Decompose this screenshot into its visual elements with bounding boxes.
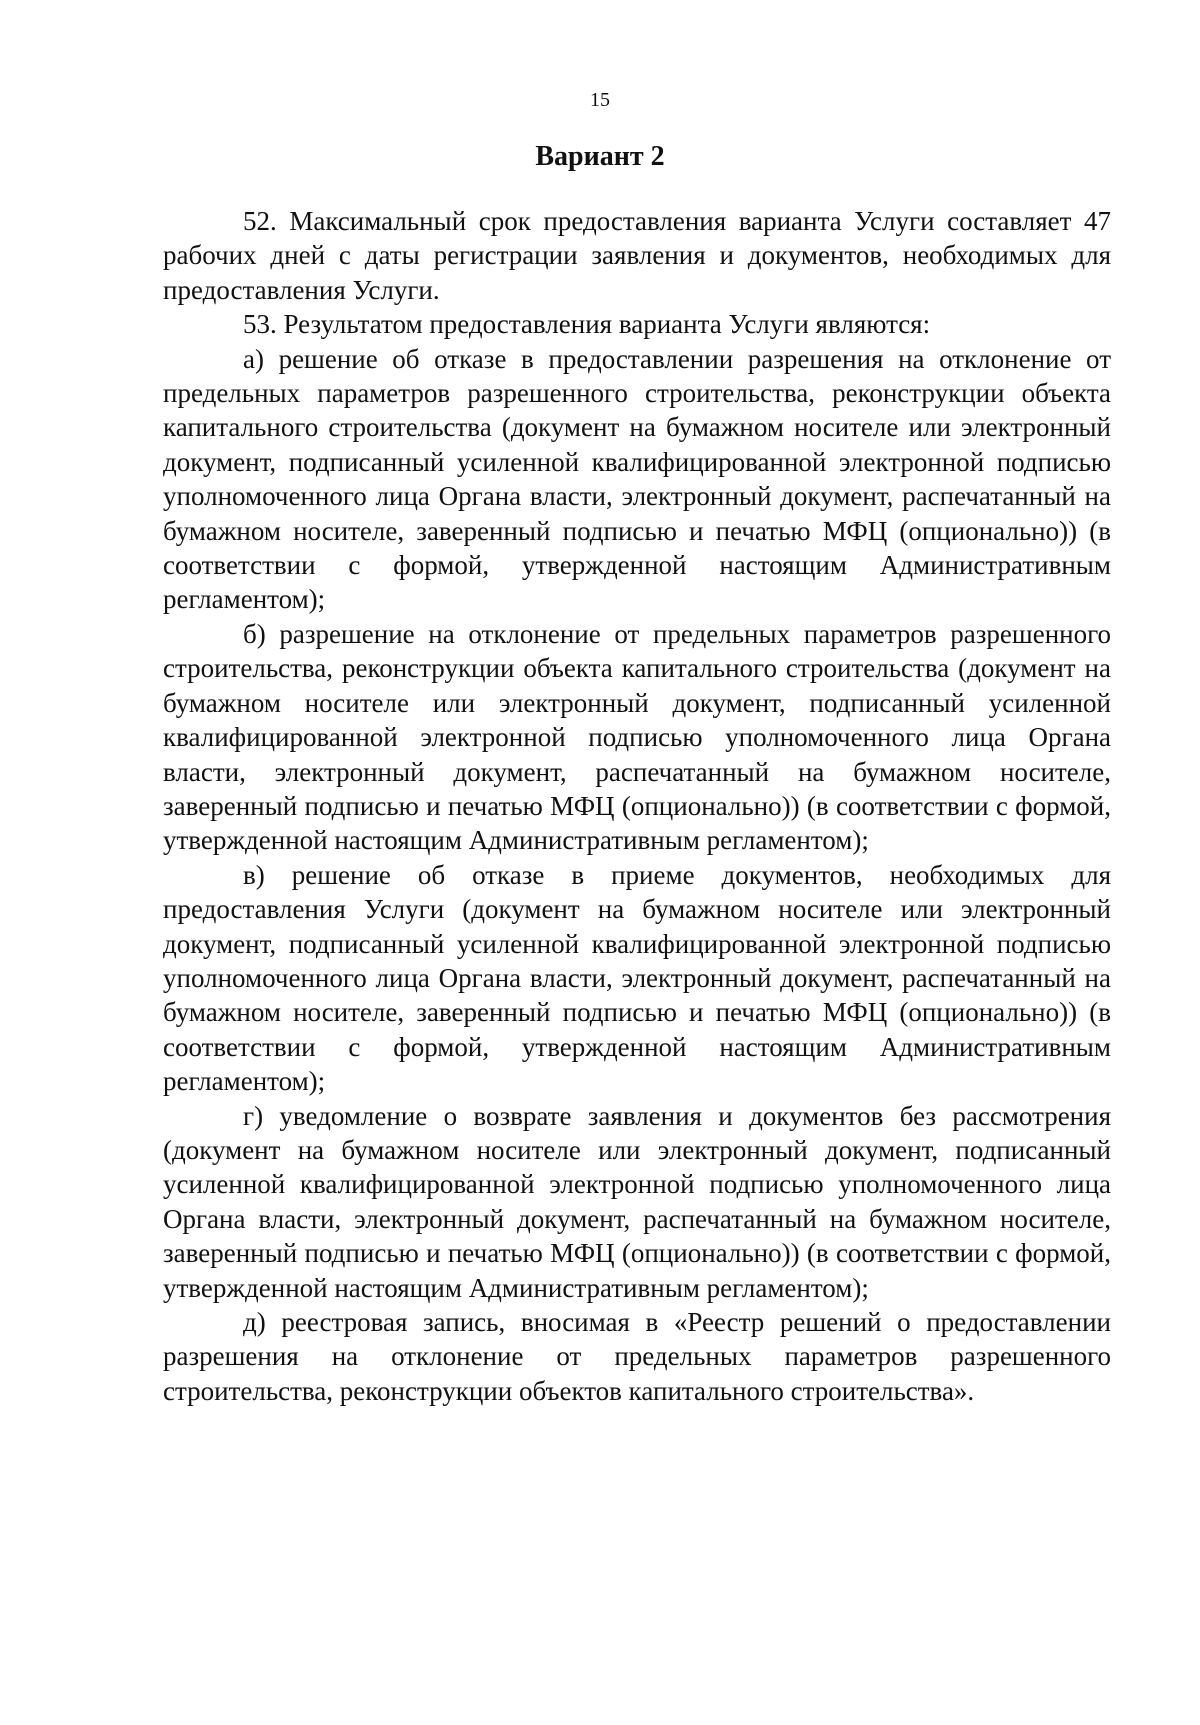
list-item-a: а) решение об отказе в предоставлении разрешения на отклонение от предельных параметров разрешенного строительства, реконструкции объекта капитального строительства (документ на бумажном носителе или электронный документ, подписанный усиленной квалифицированной электронной подписью уполномоченного лица Органа власти, электронный документ, распечатанный на бумажном носителе, заверенный подписью и печатью МФЦ (опционально)) (в соответствии с формой, утвержденной настоящим Административным регламентом); bbox=[163, 343, 1111, 615]
paragraph-52: 52. Максимальный срок предоставления варианта Услуги составляет 47 рабочих дней с даты регистрации заявления и документов, необходимых для предоставления Услуги. bbox=[163, 206, 1111, 305]
page-number: 15 bbox=[590, 89, 610, 111]
list-item-g: г) уведомление о возврате заявления и документов без рассмотрения (документ на бумажном носителе или электронный документ, подписанный усиленной квалифицированной электронной подписью уполномоченного лица Органа власти, электронный документ, распечатанный на бумажном носителе, заверенный подписью и печатью МФЦ (опционально)) (в соответствии с формой, утвержденной настоящим Административным регламентом); bbox=[163, 1100, 1111, 1303]
list-item-v: в) решение об отказе в приеме документов, необходимых для предоставления Услуги (документ на бумажном носителе или электронный документ, подписанный усиленной квалифицированной электронной подписью уполномоченного лица Органа власти, электронный документ, распечатанный на бумажном носителе, заверенный подписью и печатью МФЦ (опционально)) (в соответствии с формой, утвержденной настоящим Административным регламентом); bbox=[163, 859, 1111, 1097]
list-item-d: д) реестровая запись, вносимая в «Реестр решений о предоставлении разрешения на отклонение от предельных параметров разрешенного строительства, реконструкции объектов капитального строительства». bbox=[163, 1307, 1111, 1406]
paragraph-53: 53. Результатом предоставления варианта Услуги являются: bbox=[243, 309, 931, 340]
section-heading: Вариант 2 bbox=[535, 141, 665, 172]
list-item-b: б) разрешение на отклонение от предельных параметров разрешенного строительства, реконструкции объекта капитального строительства (документ на бумажном носителе или электронный документ, подписанный усиленной квалифицированной электронной подписью уполномоченного лица Органа власти, электронный документ, распечатанный на бумажном носителе, заверенный подписью и печатью МФЦ (опционально)) (в соответствии с формой, утвержденной настоящим Административным регламентом); bbox=[163, 618, 1111, 856]
body-text bbox=[163, 204, 1111, 1408]
